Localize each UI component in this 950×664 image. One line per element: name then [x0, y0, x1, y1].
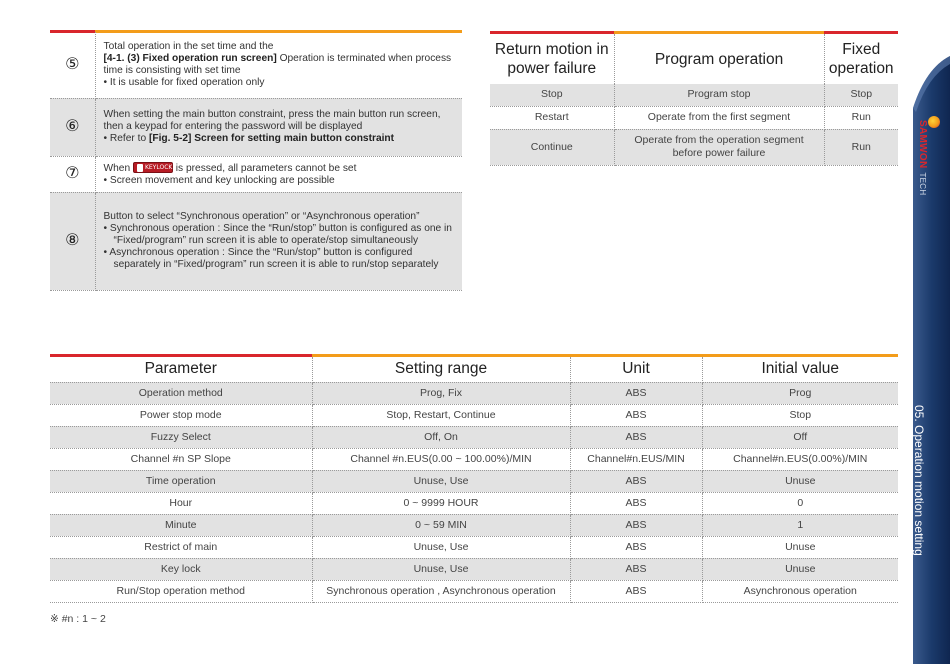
- brand-main: SAMWON: [917, 120, 928, 169]
- parameter-name-cell: Restrict of main: [50, 536, 312, 558]
- table-cell: Restart: [490, 106, 614, 129]
- table-row: [50, 492, 898, 514]
- parameter-table: [50, 357, 898, 603]
- footnote: ※ #n : 1 ~ 2: [50, 613, 106, 625]
- description-text: When setting the main button constraint, press the main button run screen, then a keypad for entering the password will be displayed: [103, 109, 441, 132]
- row-number: ⑤: [50, 32, 95, 98]
- initial-value-cell: 0: [702, 492, 898, 514]
- brand-sub: TECH: [918, 172, 927, 196]
- table-row: [50, 558, 898, 580]
- setting-range-cell: Stop, Restart, Continue: [312, 404, 570, 426]
- table-row: [50, 404, 898, 426]
- setting-range-cell: Off, On: [312, 426, 570, 448]
- unit-cell: ABS: [570, 426, 702, 448]
- description-text-part: is pressed, all parameters cannot be set: [172, 162, 357, 174]
- row-description: [95, 32, 462, 98]
- table-row: [50, 382, 898, 404]
- table-cell: Operate from the operation segment before power failure: [614, 129, 824, 165]
- initial-value-cell: Channel#n.EUS(0.00%)/MIN: [702, 448, 898, 470]
- parameter-name-cell: Run/Stop operation method: [50, 580, 312, 602]
- bullet-text-part: • Refer to: [103, 133, 149, 144]
- description-row: [50, 98, 462, 156]
- description-text-part: When: [103, 162, 133, 174]
- description-text: [104, 162, 457, 175]
- bullet-text: • Synchronous operation : Since the “Run/stop” button is configured as one in “Fixed/program” run screen it is able to operate/stop simultaneously: [103, 223, 452, 246]
- table-cell: Program stop: [614, 84, 824, 106]
- row-number: ⑦: [50, 156, 95, 192]
- unit-cell: ABS: [570, 470, 702, 492]
- initial-value-cell: Unuse: [702, 558, 898, 580]
- unit-cell: ABS: [570, 536, 702, 558]
- table-row: [490, 106, 898, 129]
- unit-cell: ABS: [570, 382, 702, 404]
- initial-value-cell: Unuse: [702, 470, 898, 492]
- table-row: [50, 448, 898, 470]
- bullet-text: • It is usable for fixed operation only: [103, 76, 265, 88]
- header-fixed-operation: Fixed operation: [828, 41, 894, 77]
- table-cell: Stop: [824, 84, 898, 106]
- setting-range-cell: 0 ~ 59 MIN: [312, 514, 570, 536]
- table-row: [490, 84, 898, 106]
- power-failure-table: [490, 34, 898, 166]
- parameter-name-cell: Fuzzy Select: [50, 426, 312, 448]
- initial-value-cell: Asynchronous operation: [702, 580, 898, 602]
- parameter-name-cell: Power stop mode: [50, 404, 312, 426]
- unit-cell: ABS: [570, 558, 702, 580]
- description-row: [50, 32, 462, 98]
- parameter-name-cell: Time operation: [50, 470, 312, 492]
- setting-range-cell: Synchronous operation , Asynchronous operation: [312, 580, 570, 602]
- chapter-label-wrap: [905, 405, 929, 625]
- header-parameter: Parameter: [50, 357, 312, 382]
- table-cell: Operate from the first segment: [614, 106, 824, 129]
- row-description: [95, 98, 462, 156]
- initial-value-cell: Unuse: [702, 536, 898, 558]
- power-failure-header-row: [490, 34, 898, 84]
- table-row: [50, 536, 898, 558]
- lock-icon: [137, 164, 143, 172]
- parameter-name-cell: Minute: [50, 514, 312, 536]
- setting-range-cell: Unuse, Use: [312, 470, 570, 492]
- unit-cell: Channel#n.EUS/MIN: [570, 448, 702, 470]
- setting-range-cell: 0 ~ 9999 HOUR: [312, 492, 570, 514]
- initial-value-cell: Off: [702, 426, 898, 448]
- keylock-button-label: KEYLOCK: [144, 163, 173, 171]
- table-row: [50, 426, 898, 448]
- setting-range-cell: Prog, Fix: [312, 382, 570, 404]
- parameter-name-cell: Operation method: [50, 382, 312, 404]
- table-cell: Stop: [490, 84, 614, 106]
- description-table: [50, 32, 462, 291]
- initial-value-cell: 1: [702, 514, 898, 536]
- unit-cell: ABS: [570, 580, 702, 602]
- brand-text: [917, 120, 928, 195]
- initial-value-cell: Prog: [702, 382, 898, 404]
- unit-cell: ABS: [570, 514, 702, 536]
- description-text: Button to select “Synchronous operation” or “Asynchronous operation”: [103, 211, 420, 222]
- header-program-operation: Program operation: [614, 34, 824, 84]
- bullet-text: [104, 133, 457, 145]
- setting-range-cell: Unuse, Use: [312, 536, 570, 558]
- table-cell: Run: [824, 129, 898, 165]
- header-return-motion: Return motion in power failure: [490, 34, 614, 84]
- table-row: [50, 470, 898, 492]
- table-row: [490, 129, 898, 165]
- header-setting-range: Setting range: [312, 357, 570, 382]
- description-text: [104, 53, 457, 77]
- unit-cell: ABS: [570, 404, 702, 426]
- keylock-button[interactable]: [133, 162, 173, 173]
- description-text-part: Operation is terminated when process time is consisting with set time: [103, 52, 452, 76]
- parameter-header-row: [50, 357, 898, 382]
- reference-link-text: [Fig. 5-2] Screen for setting main button constraint: [148, 133, 395, 144]
- table-cell: Continue: [490, 129, 614, 165]
- table-row: [50, 580, 898, 602]
- bullet-text: • Asynchronous operation : Since the “Run/stop” button is configured separately in “Fixed/program” run screen it is able to run/stop separately: [103, 247, 439, 270]
- parameter-name-cell: Key lock: [50, 558, 312, 580]
- unit-cell: ABS: [570, 492, 702, 514]
- reference-link-text: [4-1. (3) Fixed operation run screen]: [103, 52, 277, 64]
- parameter-name-cell: Channel #n SP Slope: [50, 448, 312, 470]
- chapter-title: 05. Operation motion setting: [912, 405, 926, 556]
- bullet-text: • Screen movement and key unlocking are possible: [103, 174, 335, 186]
- row-number: ⑧: [50, 192, 95, 290]
- description-row: [50, 156, 462, 192]
- header-initial-value: Initial value: [702, 357, 898, 382]
- header-unit: Unit: [570, 357, 702, 382]
- setting-range-cell: Channel #n.EUS(0.00 ~ 100.00%)/MIN: [312, 448, 570, 470]
- setting-range-cell: Unuse, Use: [312, 558, 570, 580]
- description-text: Total operation in the set time and the: [103, 40, 274, 52]
- parameter-name-cell: Hour: [50, 492, 312, 514]
- initial-value-cell: Stop: [702, 404, 898, 426]
- brand-mark: [909, 120, 933, 270]
- row-number: ⑥: [50, 98, 95, 156]
- table-cell: Run: [824, 106, 898, 129]
- description-row: [50, 192, 462, 290]
- table-row: [50, 514, 898, 536]
- row-description: [95, 192, 462, 290]
- row-description: [95, 156, 462, 192]
